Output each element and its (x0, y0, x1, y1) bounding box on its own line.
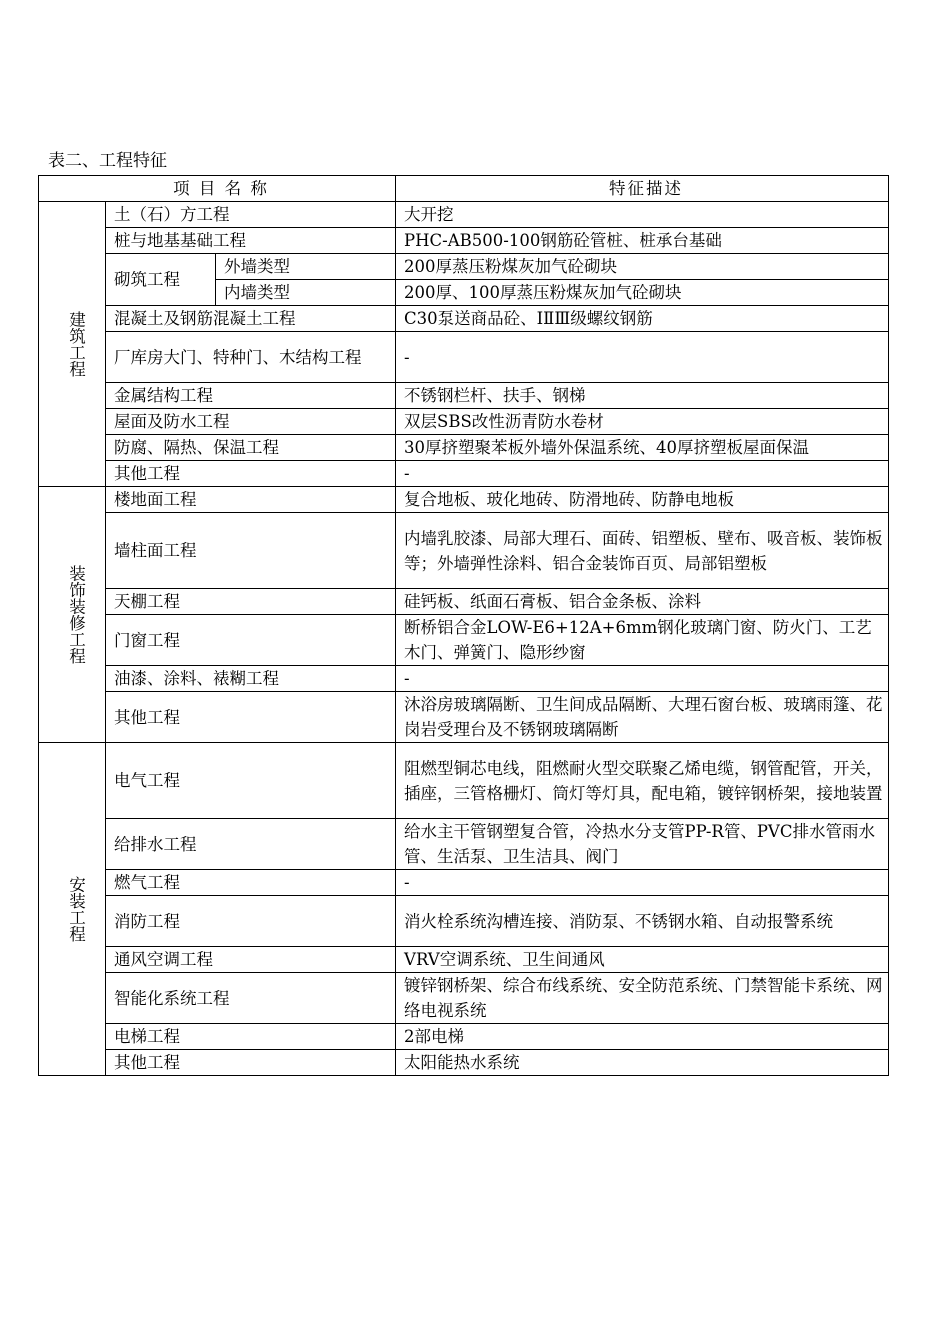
item-desc: VRV空调系统、卫生间通风 (396, 947, 889, 973)
category-building: 建筑工程 (39, 202, 106, 487)
item-name: 油漆、涂料、裱糊工程 (106, 666, 396, 692)
table-row (39, 513, 889, 589)
item-desc: 2部电梯 (396, 1024, 889, 1050)
table-row (39, 947, 889, 973)
item-name: 其他工程 (106, 461, 396, 487)
item-desc: 阻燃型铜芯电线，阻燃耐火型交联聚乙烯电缆，钢管配管，开关，插座，三管格栅灯、筒灯等灯具，配电箱，镀锌钢桥架，接地装置 (396, 743, 889, 819)
item-desc: PHC-AB500-100钢筋砼管桩、桩承台基础 (396, 228, 889, 254)
item-name: 智能化系统工程 (106, 973, 396, 1024)
table-row (39, 973, 889, 1024)
item-name: 电气工程 (106, 743, 396, 819)
item-name: 消防工程 (106, 896, 396, 947)
header-row (39, 176, 889, 202)
item-name: 其他工程 (106, 1050, 396, 1076)
table-row (39, 896, 889, 947)
item-desc: 内墙乳胶漆、局部大理石、面砖、铝塑板、壁布、吸音板、装饰板 等；外墙弹性涂料、铝合金装饰百页、局部铝塑板 (396, 513, 889, 589)
category-decoration: 装饰装修工程 (39, 487, 106, 743)
table-row (39, 254, 889, 280)
feature-table (38, 175, 889, 1076)
table-row (39, 819, 889, 870)
item-desc: 30厚挤塑聚苯板外墙外保温系统、40厚挤塑板屋面保温 (396, 435, 889, 461)
item-desc: 双层SBS改性沥青防水卷材 (396, 409, 889, 435)
item-name: 桩与地基基础工程 (106, 228, 396, 254)
item-desc: 复合地板、玻化地砖、防滑地砖、防静电地板 (396, 487, 889, 513)
sub-item-name: 内墙类型 (216, 280, 396, 306)
item-name: 屋面及防水工程 (106, 409, 396, 435)
item-desc: 不锈钢栏杆、扶手、钢梯 (396, 383, 889, 409)
header-name: 项 目 名 称 (39, 176, 396, 202)
item-name: 砌筑工程 (106, 254, 216, 306)
item-desc: 太阳能热水系统 (396, 1050, 889, 1076)
table-row (39, 743, 889, 819)
item-name: 燃气工程 (106, 870, 396, 896)
item-name: 金属结构工程 (106, 383, 396, 409)
table-row (39, 487, 889, 513)
item-name: 给排水工程 (106, 819, 396, 870)
table-row (39, 870, 889, 896)
table-row (39, 589, 889, 615)
item-desc: 沐浴房玻璃隔断、卫生间成品隔断、大理石窗台板、玻璃雨篷、花岗岩受理台及不锈钢玻璃隔断 (396, 692, 889, 743)
item-name: 其他工程 (106, 692, 396, 743)
table-row (39, 692, 889, 743)
table-caption: 表二、工程特征 (48, 151, 167, 171)
item-desc: - (396, 332, 889, 383)
item-desc: 给水主干管钢塑复合管，冷热水分支管PP-R管、PVC排水管雨水管、生活泵、卫生洁具、阀门 (396, 819, 889, 870)
item-desc: - (396, 666, 889, 692)
category-installation: 安装工程 (39, 743, 106, 1076)
item-name: 防腐、隔热、保温工程 (106, 435, 396, 461)
header-desc: 特征描述 (396, 176, 889, 202)
table-row (39, 461, 889, 487)
item-name: 天棚工程 (106, 589, 396, 615)
item-name: 厂库房大门、特种门、木结构工程 (106, 332, 396, 383)
table-row (39, 1024, 889, 1050)
table-row (39, 666, 889, 692)
item-name: 电梯工程 (106, 1024, 396, 1050)
item-desc: - (396, 870, 889, 896)
item-name: 门窗工程 (106, 615, 396, 666)
item-desc: 200厚、100厚蒸压粉煤灰加气砼砌块 (396, 280, 889, 306)
table-row (39, 332, 889, 383)
table-row (39, 435, 889, 461)
sub-item-name: 外墙类型 (216, 254, 396, 280)
table-row (39, 615, 889, 666)
item-desc: 硅钙板、纸面石膏板、铝合金条板、涂料 (396, 589, 889, 615)
item-desc: 消火栓系统沟槽连接、消防泵、不锈钢水箱、自动报警系统 (396, 896, 889, 947)
item-name: 墙柱面工程 (106, 513, 396, 589)
item-name: 楼地面工程 (106, 487, 396, 513)
table-row (39, 1050, 889, 1076)
item-desc: 断桥铝合金LOW-E6+12A+6mm钢化玻璃门窗、防火门、工艺木门、弹簧门、隐形纱窗 (396, 615, 889, 666)
table-row (39, 409, 889, 435)
item-desc: - (396, 461, 889, 487)
item-name: 土（石）方工程 (106, 202, 396, 228)
table-row (39, 306, 889, 332)
table-row (39, 383, 889, 409)
item-name: 通风空调工程 (106, 947, 396, 973)
item-desc: C30泵送商品砼、ⅠⅡⅢ级螺纹钢筋 (396, 306, 889, 332)
item-desc: 镀锌钢桥架、综合布线系统、安全防范系统、门禁智能卡系统、网络电视系统 (396, 973, 889, 1024)
table-row (39, 202, 889, 228)
item-desc: 200厚蒸压粉煤灰加气砼砌块 (396, 254, 889, 280)
item-name: 混凝土及钢筋混凝土工程 (106, 306, 396, 332)
table-row (39, 228, 889, 254)
item-desc: 大开挖 (396, 202, 889, 228)
